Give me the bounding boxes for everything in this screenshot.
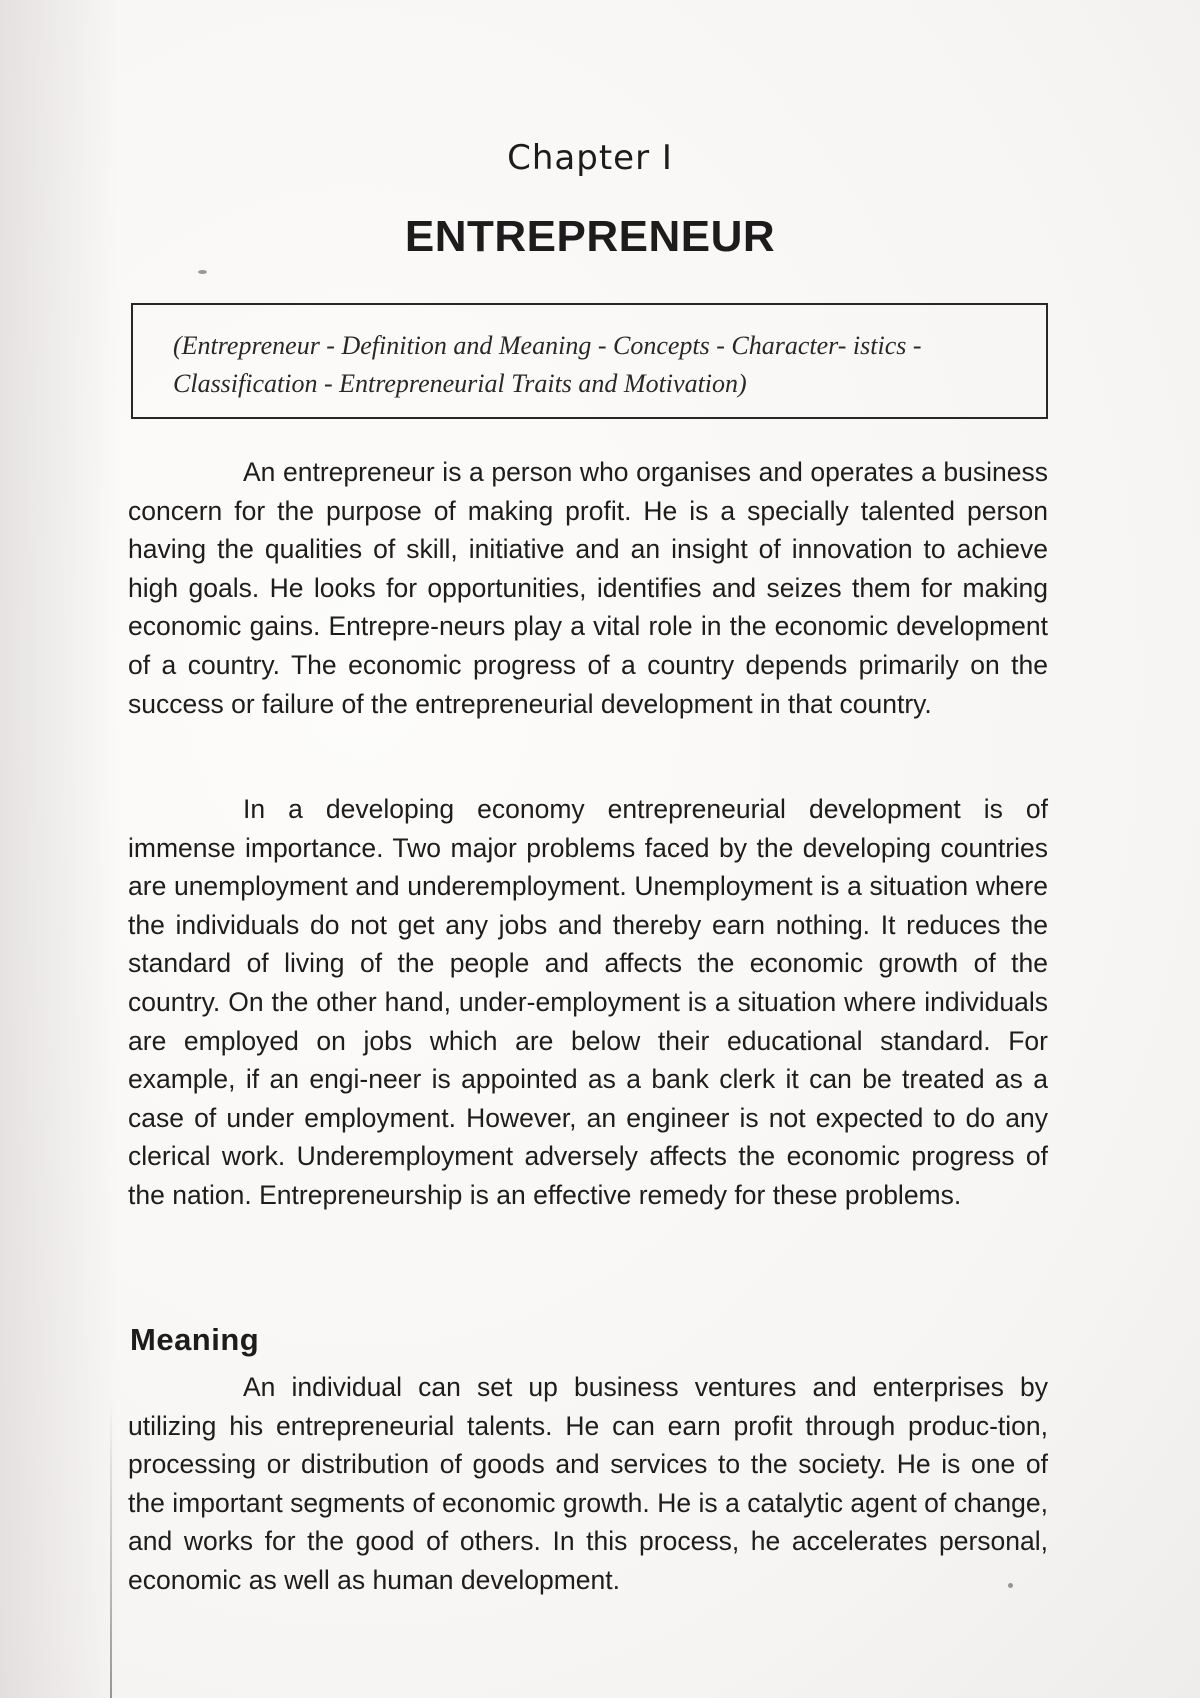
chapter-topics-box	[131, 303, 1048, 419]
developing-economy-paragraph: In a developing economy entrepreneurial development is of immense importance. Two major problems faced by the developing countries are unemployment and underemployment. Unemployment is a situation where the individuals do not get any jobs and thereby earn nothing. It reduces the standard of living of the people and affects the economic growth of the country. On the other hand, under-employment is a situation where individuals are employed on jobs which are below their educational standard. For example, if an engi-neer is appointed as a bank clerk it can be treated as a case of under employment. However, an engineer is not expected to do any clerical work. Underemployment adversely affects the economic progress of the nation. Entrepreneurship is an effective remedy for these problems.	[128, 794, 1048, 1210]
chapter-topics: (Entrepreneur - Definition and Meaning - Concepts - Character- istics - Classification - Entrepreneurial Traits and Motivation)	[173, 331, 922, 398]
spine-edge	[110, 1400, 112, 1698]
meaning-paragraph-block	[128, 1368, 1048, 1600]
chapter-title: ENTREPRENEUR	[404, 212, 776, 261]
intro-paragraph: An entrepreneur is a person who organises and operates a business concern for the purpose of making profit. He is a specially talented person having the qualities of skill, initiative and an insight of innovation to achieve high goals. He looks for opportunities, identifies and seizes them for making economic gains. Entrepre-neurs play a vital role in the economic development of a country. The economic progress of a country depends primarily on the success or failure of the entrepreneurial development in that country.	[128, 457, 1048, 719]
chapter-label: Chapter I	[507, 138, 673, 178]
intro-paragraph-block	[128, 453, 1048, 723]
developing-economy-paragraph-block	[128, 790, 1048, 1215]
meaning-heading: Meaning	[130, 1322, 260, 1357]
meaning-paragraph: An individual can set up business ventures and enterprises by utilizing his entrepreneurial talents. He can earn profit through produc-tion, processing or distribution of goods and services to the society. He is one of the important segments of economic growth. He is a catalytic agent of change, and works for the good of others. In this process, he accelerates personal, economic as well as human development.	[128, 1372, 1048, 1595]
ink-speck	[198, 270, 207, 274]
